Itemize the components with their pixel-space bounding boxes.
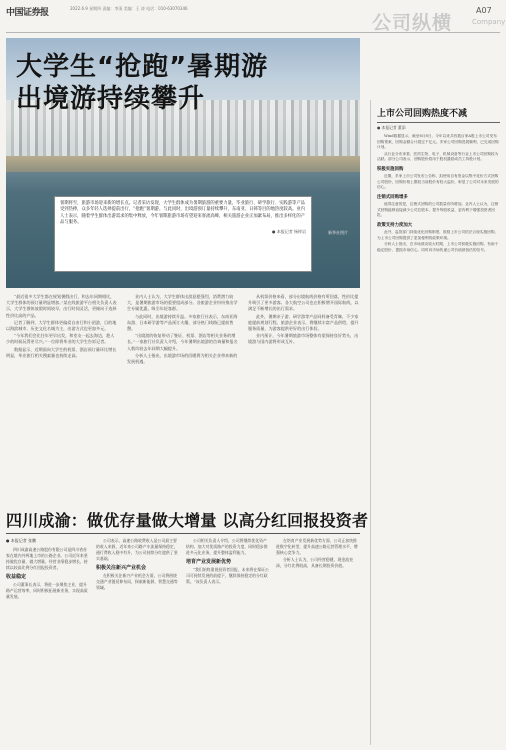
- section-title: 公司纵横: [372, 12, 453, 34]
- second-story-body: [6, 538, 360, 744]
- second-column-3: [186, 538, 269, 744]
- second-column-4: [276, 538, 359, 744]
- paragraph: 在培育产业发展新优势方面，公司正加快推进数字化转型，提升高速公路运营管理水平，增强核心竞争力。: [276, 538, 358, 555]
- sidebar-rule: [377, 122, 500, 123]
- headline-rule: [6, 533, 360, 534]
- subheading: 培育产业发展新优势: [186, 559, 232, 565]
- paragraph: 值得注意的是，注销式回购的公司数量有所增加。业内人士认为，注销式回购能够直接减少公司总股本，提升每股收益，更有利于增强投资者回报。: [377, 202, 499, 217]
- sidebar-subheading: 积极实施回购: [377, 166, 404, 172]
- newspaper-logo: 中国证券报: [6, 8, 49, 18]
- paragraph: 此外，暑期亲子游、研学游等产品同样备受青睐，不少家庭提前规划行程。旅游企业表示，将继续丰富产品供给，提升服务质量，为游客提供更好的出行体验。: [248, 313, 359, 332]
- paragraph: “出境游的恢复带动了签证、机票、酒店等相关业务的增长。”一家旅行社负责人介绍，今年暑期出境游的咨询量和报名人数均较去年同期大幅提升。: [127, 333, 238, 351]
- second-column-2: [96, 538, 179, 744]
- paragraph: 公司董事长表示，将进一步聚焦主业，提升路产运营效率，同时积极拓展新业务，实现高质量发展。: [6, 582, 88, 599]
- lead-column-2: [127, 294, 239, 497]
- sidebar-byline: ● 本报记者 董添: [377, 125, 406, 130]
- paragraph: 业内人士认为，大学生群体出游意愿强烈，消费潜力较大，是暑期旅游市场的重要组成部分。各旅游企业纷纷推出学生专属优惠，吸引年轻客群。: [127, 294, 238, 312]
- paragraph: 四川成渝高速公路股份有限公司是四川省首家在境内外两地上市的公路企业。公司近年来坚持做优存量、做大增量，经营业绩稳步增长，持续以较高比例分红回报投资者。: [6, 547, 88, 570]
- second-column-1: [6, 538, 89, 744]
- sidebar-body: [377, 134, 500, 253]
- lead-summary-text: 暑期将至，旅游市场迎来新的增长点。记者采访发现，大学生群体成为暑期旅游的重要力量，毕业旅行、研学旅行、实践游等产品受到热捧，众多年轻人选择提前出行，“抢跑”暑期游。与此同时，出境游预订量持续攀升，东南亚、日韩等目的地热度较高。业内人士表示，随着学生群体出游需求的集中释放，今年暑期旅游市场有望迎来客流高峰，相关旅游企业正加紧布局，推出多样化的产品与服务。: [60, 201, 306, 226]
- paragraph: 公司相关负责人介绍，公司将继续优化资产结构，加大对优质路产的投资力度，同时稳步推进多元化业务，提升整体盈利能力。: [186, 538, 268, 555]
- paragraph: 此外，监管部门持续优化回购制度，鼓励上市公司依法合规实施回购，为上市公司回购提供了更加便利的政策环境。: [377, 230, 499, 240]
- paragraph: 在积极关注新兴产业机会方面，公司将围绕交通产业链延伸布局，探索新能源、智慧交通等领域。: [96, 573, 178, 590]
- second-headline: 四川成渝：做优存量做大增量 以高分红回报投资者: [6, 511, 369, 530]
- paragraph: 分析人士指出，在市场波动较大时期，上市公司积极实施回购，有助于稳定股价、提振市场信心，同时向市场传递公司价值被低估的信号。: [377, 242, 499, 252]
- second-byline: ● 本报记者 张鹏: [6, 538, 37, 543]
- issue-meta: 2022.6.9 星期四 责编：李清 美编：王 涛 电话：010-63070346: [70, 6, 188, 11]
- paragraph: Wind数据显示，截至6月8日，今年以来共有数百家A股上市公司发布回购预案，回购金额合计超过千亿元。多家公司回购进展顺利，已完成回购计划。: [377, 134, 499, 149]
- paragraph: 公司表示，高速公路收费收入是公司最主要的收入来源，近年来公司路产车流量保持稳定，通行费收入稳中有升，为公司持续分红提供了坚实基础。: [96, 538, 178, 561]
- lead-column-3: [248, 294, 360, 497]
- lead-column-1: [6, 294, 118, 497]
- subheading: 积极关注新兴产业机会: [96, 565, 147, 571]
- lead-body: [6, 294, 360, 497]
- lead-author: ● 本报记者 杨梓岩: [271, 228, 306, 234]
- paragraph: “我们始终重视投资者回报，未来将在保证公司可持续发展的前提下，继续保持稳定的分红政策。”该负责人表示。: [186, 567, 269, 584]
- paragraph: 从行业分布来看，医药生物、电子、机械设备等行业上市公司回购较为活跃。部分公司表示，回购股份将用于股权激励或员工持股计划。: [377, 151, 499, 161]
- page-number: A07: [476, 6, 492, 15]
- paragraph: 与此同时，出境游持续升温。多家旅行社表示，东南亚海岛游、日本研学游等产品预订火爆，部分热门线路已提前售罄。: [127, 313, 238, 332]
- paragraph: 从机票价格来看，部分出境航线价格有所回落，性价比提升吸引了更多游客。各大航空公司也在积极增开国际航线，以满足不断增长的出行需求。: [248, 294, 359, 312]
- sidebar-headline: 上市公司回购热度不减: [377, 109, 468, 119]
- lead-headline-line1: 大学生“抢跑”暑期游: [16, 52, 269, 82]
- section-english: Company: [472, 18, 506, 26]
- header-rule: [6, 32, 500, 33]
- paragraph: 分析人士指出，出境游市场的回暖将为相关企业带来新的发展机遇。: [127, 352, 238, 365]
- lead-headline-line2: 出境游持续攀升: [16, 84, 206, 114]
- subheading: 收益稳定: [6, 574, 27, 580]
- paragraph: 分析人士认为，公司经营稳健，现金流充沛，分红比例较高，具备长期投资价值。: [276, 557, 354, 568]
- paragraph: 记者了解到，大学生群体更偏爱自由行和小团游，目的地以海滨城市、历史文化名城为主，出游方式也更加多元。: [6, 319, 117, 332]
- sidebar-subheading: 政策支持力度加大: [377, 222, 413, 228]
- lead-summary-box: [54, 196, 312, 272]
- paragraph: 业内预计，今年暑期旅游市场整体有望保持良好势头，出境游与国内游将形成互补。: [248, 333, 359, 345]
- paragraph: 数据显示，近期面向大学生的机票、酒店预订量环比增长明显，毕业旅行相关搜索量也持续走高。: [6, 346, 117, 358]
- photo-credit: 新华社图片: [328, 230, 348, 235]
- paragraph: “今年我们会比往年更早出发，和室友一起去海边，趁人少的时候玩得更尽兴。”一位即将毕业的大学生告诉记者。: [6, 333, 115, 345]
- sidebar-subheading: 注销式回购增多: [377, 194, 408, 200]
- page-header: [0, 0, 506, 40]
- shoreline: [6, 156, 360, 172]
- paragraph: 近期，多家上市公司发布公告称，拟使用自有资金以集中竞价方式回购公司股份，回购价格上限较当前股价有较大溢价，彰显了公司对未来发展的信心。: [377, 174, 499, 189]
- paragraph: “最近很多大学生都在规划暑假出行，和去年同期相比，大学生群体的预订量明显增加。”某在线旅游平台相关负责人表示，大学生群体放假时间较早，出行时间灵活，更倾向于选择性价比高的产品。: [6, 294, 117, 318]
- sidebar-story: [370, 100, 500, 745]
